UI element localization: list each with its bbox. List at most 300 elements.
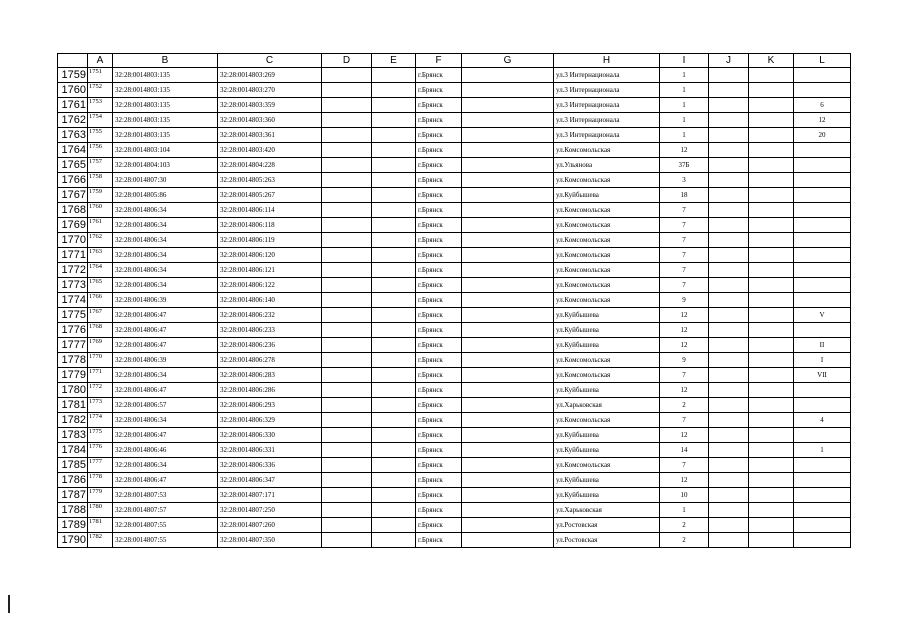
cell-a-id[interactable]: 1774 bbox=[88, 413, 113, 428]
cell-k[interactable] bbox=[749, 308, 794, 323]
cell-a-id[interactable]: 1757 bbox=[88, 158, 113, 173]
cell-b-parcel[interactable]: 32:28:0014806:34 bbox=[113, 278, 218, 293]
row-number[interactable]: 1771 bbox=[58, 248, 88, 263]
cell-e[interactable] bbox=[372, 128, 416, 143]
cell-i-house[interactable]: 1 bbox=[660, 98, 709, 113]
cell-c-parcel[interactable]: 32:28:0014806:293 bbox=[218, 398, 322, 413]
cell-l[interactable] bbox=[794, 473, 851, 488]
cell-h-street[interactable]: ул.Ростовская bbox=[554, 518, 660, 533]
cell-c-parcel[interactable]: 32:28:0014805:267 bbox=[218, 188, 322, 203]
cell-b-parcel[interactable]: 32:28:0014803:104 bbox=[113, 143, 218, 158]
cell-k[interactable] bbox=[749, 293, 794, 308]
row-number[interactable]: 1776 bbox=[58, 323, 88, 338]
cell-g[interactable] bbox=[462, 83, 554, 98]
cell-h-street[interactable]: ул.Комсомольская bbox=[554, 173, 660, 188]
cell-a-id[interactable]: 1760 bbox=[88, 203, 113, 218]
cell-j[interactable] bbox=[709, 443, 749, 458]
cell-b-parcel[interactable]: 32:28:0014806:34 bbox=[113, 413, 218, 428]
cell-e[interactable] bbox=[372, 413, 416, 428]
cell-l[interactable] bbox=[794, 233, 851, 248]
row-number[interactable]: 1761 bbox=[58, 98, 88, 113]
cell-f-city[interactable]: г.Брянск bbox=[416, 398, 462, 413]
cell-c-parcel[interactable]: 32:28:0014807:250 bbox=[218, 503, 322, 518]
cell-c-parcel[interactable]: 32:28:0014806:330 bbox=[218, 428, 322, 443]
cell-d[interactable] bbox=[322, 503, 372, 518]
cell-a-id[interactable]: 1753 bbox=[88, 98, 113, 113]
cell-l[interactable]: 4 bbox=[794, 413, 851, 428]
cell-h-street[interactable]: ул.Комсомольская bbox=[554, 293, 660, 308]
cell-a-id[interactable]: 1752 bbox=[88, 83, 113, 98]
cell-k[interactable] bbox=[749, 143, 794, 158]
cell-b-parcel[interactable]: 32:28:0014806:47 bbox=[113, 383, 218, 398]
cell-i-house[interactable]: 7 bbox=[660, 248, 709, 263]
cell-f-city[interactable]: г.Брянск bbox=[416, 248, 462, 263]
cell-l[interactable] bbox=[794, 278, 851, 293]
cell-d[interactable] bbox=[322, 533, 372, 548]
cell-l[interactable] bbox=[794, 83, 851, 98]
cell-f-city[interactable]: г.Брянск bbox=[416, 233, 462, 248]
column-header-c[interactable]: C bbox=[218, 54, 322, 68]
cell-e[interactable] bbox=[372, 293, 416, 308]
cell-j[interactable] bbox=[709, 473, 749, 488]
cell-a-id[interactable]: 1781 bbox=[88, 518, 113, 533]
cell-f-city[interactable]: г.Брянск bbox=[416, 128, 462, 143]
cell-f-city[interactable]: г.Брянск bbox=[416, 263, 462, 278]
cell-f-city[interactable]: г.Брянск bbox=[416, 83, 462, 98]
cell-a-id[interactable]: 1762 bbox=[88, 233, 113, 248]
row-number[interactable]: 1777 bbox=[58, 338, 88, 353]
cell-j[interactable] bbox=[709, 68, 749, 83]
cell-a-id[interactable]: 1768 bbox=[88, 323, 113, 338]
cell-f-city[interactable]: г.Брянск bbox=[416, 293, 462, 308]
cell-a-id[interactable]: 1775 bbox=[88, 428, 113, 443]
column-header-b[interactable]: B bbox=[113, 54, 218, 68]
cell-k[interactable] bbox=[749, 473, 794, 488]
cell-l[interactable] bbox=[794, 323, 851, 338]
cell-b-parcel[interactable]: 32:28:0014806:34 bbox=[113, 458, 218, 473]
cell-h-street[interactable]: ул.Комсомольская bbox=[554, 233, 660, 248]
cell-h-street[interactable]: ул.3 Интернационала bbox=[554, 68, 660, 83]
cell-k[interactable] bbox=[749, 353, 794, 368]
cell-g[interactable] bbox=[462, 353, 554, 368]
cell-e[interactable] bbox=[372, 518, 416, 533]
cell-f-city[interactable]: г.Брянск bbox=[416, 68, 462, 83]
cell-l[interactable]: VII bbox=[794, 368, 851, 383]
row-number[interactable]: 1769 bbox=[58, 218, 88, 233]
cell-f-city[interactable]: г.Брянск bbox=[416, 218, 462, 233]
row-number[interactable]: 1783 bbox=[58, 428, 88, 443]
cell-a-id[interactable]: 1756 bbox=[88, 143, 113, 158]
cell-e[interactable] bbox=[372, 113, 416, 128]
cell-f-city[interactable]: г.Брянск bbox=[416, 113, 462, 128]
cell-e[interactable] bbox=[372, 203, 416, 218]
cell-i-house[interactable]: 1 bbox=[660, 68, 709, 83]
cell-b-parcel[interactable]: 32:28:0014807:57 bbox=[113, 503, 218, 518]
cell-c-parcel[interactable]: 32:28:0014803:361 bbox=[218, 128, 322, 143]
row-number[interactable]: 1770 bbox=[58, 233, 88, 248]
cell-a-id[interactable]: 1771 bbox=[88, 368, 113, 383]
cell-j[interactable] bbox=[709, 533, 749, 548]
cell-d[interactable] bbox=[322, 113, 372, 128]
cell-j[interactable] bbox=[709, 248, 749, 263]
cell-l[interactable] bbox=[794, 503, 851, 518]
cell-h-street[interactable]: ул.Куйбышева bbox=[554, 323, 660, 338]
cell-k[interactable] bbox=[749, 518, 794, 533]
cell-h-street[interactable]: ул.Куйбышева bbox=[554, 428, 660, 443]
cell-l[interactable]: 1 bbox=[794, 443, 851, 458]
cell-j[interactable] bbox=[709, 188, 749, 203]
cell-l[interactable] bbox=[794, 158, 851, 173]
cell-d[interactable] bbox=[322, 128, 372, 143]
cell-g[interactable] bbox=[462, 428, 554, 443]
cell-i-house[interactable]: 1 bbox=[660, 128, 709, 143]
cell-k[interactable] bbox=[749, 278, 794, 293]
cell-h-street[interactable]: ул.Комсомольская bbox=[554, 143, 660, 158]
cell-f-city[interactable]: г.Брянск bbox=[416, 188, 462, 203]
cell-a-id[interactable]: 1763 bbox=[88, 248, 113, 263]
cell-b-parcel[interactable]: 32:28:0014803:135 bbox=[113, 98, 218, 113]
cell-f-city[interactable]: г.Брянск bbox=[416, 368, 462, 383]
cell-k[interactable] bbox=[749, 158, 794, 173]
cell-j[interactable] bbox=[709, 158, 749, 173]
cell-i-house[interactable]: 12 bbox=[660, 338, 709, 353]
cell-a-id[interactable]: 1767 bbox=[88, 308, 113, 323]
cell-e[interactable] bbox=[372, 68, 416, 83]
cell-g[interactable] bbox=[462, 488, 554, 503]
cell-c-parcel[interactable]: 32:28:0014806:278 bbox=[218, 353, 322, 368]
cell-b-parcel[interactable]: 32:28:0014806:47 bbox=[113, 428, 218, 443]
cell-j[interactable] bbox=[709, 458, 749, 473]
row-number[interactable]: 1787 bbox=[58, 488, 88, 503]
cell-k[interactable] bbox=[749, 413, 794, 428]
cell-g[interactable] bbox=[462, 518, 554, 533]
cell-e[interactable] bbox=[372, 188, 416, 203]
cell-h-street[interactable]: ул.Комсомольская bbox=[554, 413, 660, 428]
cell-b-parcel[interactable]: 32:28:0014806:47 bbox=[113, 338, 218, 353]
cell-i-house[interactable]: 9 bbox=[660, 293, 709, 308]
row-number[interactable]: 1774 bbox=[58, 293, 88, 308]
cell-c-parcel[interactable]: 32:28:0014806:120 bbox=[218, 248, 322, 263]
cell-i-house[interactable]: 7 bbox=[660, 278, 709, 293]
cell-k[interactable] bbox=[749, 68, 794, 83]
cell-j[interactable] bbox=[709, 353, 749, 368]
cell-j[interactable] bbox=[709, 503, 749, 518]
cell-c-parcel[interactable]: 32:28:0014805:263 bbox=[218, 173, 322, 188]
cell-i-house[interactable]: 12 bbox=[660, 143, 709, 158]
cell-l[interactable] bbox=[794, 173, 851, 188]
cell-k[interactable] bbox=[749, 398, 794, 413]
cell-h-street[interactable]: ул.Комсомольская bbox=[554, 218, 660, 233]
cell-c-parcel[interactable]: 32:28:0014806:232 bbox=[218, 308, 322, 323]
cell-a-id[interactable]: 1751 bbox=[88, 68, 113, 83]
cell-l[interactable]: 6 bbox=[794, 98, 851, 113]
cell-e[interactable] bbox=[372, 503, 416, 518]
row-number[interactable]: 1782 bbox=[58, 413, 88, 428]
cell-l[interactable] bbox=[794, 428, 851, 443]
cell-l[interactable] bbox=[794, 248, 851, 263]
row-number[interactable]: 1778 bbox=[58, 353, 88, 368]
cell-d[interactable] bbox=[322, 173, 372, 188]
cell-d[interactable] bbox=[322, 488, 372, 503]
cell-f-city[interactable]: г.Брянск bbox=[416, 383, 462, 398]
cell-i-house[interactable]: 12 bbox=[660, 383, 709, 398]
cell-d[interactable] bbox=[322, 248, 372, 263]
row-number[interactable]: 1762 bbox=[58, 113, 88, 128]
cell-e[interactable] bbox=[372, 218, 416, 233]
cell-j[interactable] bbox=[709, 398, 749, 413]
cell-a-id[interactable]: 1780 bbox=[88, 503, 113, 518]
cell-k[interactable] bbox=[749, 188, 794, 203]
row-number[interactable]: 1759 bbox=[58, 68, 88, 83]
cell-h-street[interactable]: ул.Комсомольская bbox=[554, 248, 660, 263]
cell-e[interactable] bbox=[372, 323, 416, 338]
cell-l[interactable] bbox=[794, 518, 851, 533]
cell-b-parcel[interactable]: 32:28:0014806:46 bbox=[113, 443, 218, 458]
cell-l[interactable]: 12 bbox=[794, 113, 851, 128]
cell-g[interactable] bbox=[462, 368, 554, 383]
cell-i-house[interactable]: 10 bbox=[660, 488, 709, 503]
cell-d[interactable] bbox=[322, 98, 372, 113]
cell-l[interactable] bbox=[794, 68, 851, 83]
cell-a-id[interactable]: 1759 bbox=[88, 188, 113, 203]
cell-i-house[interactable]: 7 bbox=[660, 368, 709, 383]
cell-e[interactable] bbox=[372, 143, 416, 158]
cell-j[interactable] bbox=[709, 293, 749, 308]
cell-a-id[interactable]: 1755 bbox=[88, 128, 113, 143]
cell-k[interactable] bbox=[749, 383, 794, 398]
column-header-i[interactable]: I bbox=[660, 54, 709, 68]
cell-g[interactable] bbox=[462, 113, 554, 128]
cell-d[interactable] bbox=[322, 83, 372, 98]
cell-g[interactable] bbox=[462, 308, 554, 323]
cell-c-parcel[interactable]: 32:28:0014803:359 bbox=[218, 98, 322, 113]
cell-d[interactable] bbox=[322, 308, 372, 323]
row-number[interactable]: 1786 bbox=[58, 473, 88, 488]
cell-k[interactable] bbox=[749, 128, 794, 143]
cell-j[interactable] bbox=[709, 323, 749, 338]
cell-l[interactable] bbox=[794, 188, 851, 203]
cell-f-city[interactable]: г.Брянск bbox=[416, 323, 462, 338]
cell-a-id[interactable]: 1778 bbox=[88, 473, 113, 488]
cell-h-street[interactable]: ул.Харьковская bbox=[554, 398, 660, 413]
cell-j[interactable] bbox=[709, 173, 749, 188]
cell-g[interactable] bbox=[462, 413, 554, 428]
cell-h-street[interactable]: ул.Комсомольская bbox=[554, 263, 660, 278]
cell-b-parcel[interactable]: 32:28:0014804:103 bbox=[113, 158, 218, 173]
cell-g[interactable] bbox=[462, 173, 554, 188]
cell-f-city[interactable]: г.Брянск bbox=[416, 203, 462, 218]
cell-i-house[interactable]: 7 bbox=[660, 458, 709, 473]
cell-d[interactable] bbox=[322, 293, 372, 308]
row-number[interactable]: 1765 bbox=[58, 158, 88, 173]
cell-f-city[interactable]: г.Брянск bbox=[416, 278, 462, 293]
cell-b-parcel[interactable]: 32:28:0014803:135 bbox=[113, 68, 218, 83]
row-number[interactable]: 1764 bbox=[58, 143, 88, 158]
cell-e[interactable] bbox=[372, 428, 416, 443]
cell-c-parcel[interactable]: 32:28:0014803:420 bbox=[218, 143, 322, 158]
column-header-j[interactable]: J bbox=[709, 54, 749, 68]
cell-i-house[interactable]: 1 bbox=[660, 113, 709, 128]
cell-f-city[interactable]: г.Брянск bbox=[416, 413, 462, 428]
cell-c-parcel[interactable]: 32:28:0014806:122 bbox=[218, 278, 322, 293]
cell-c-parcel[interactable]: 32:28:0014806:233 bbox=[218, 323, 322, 338]
cell-l[interactable] bbox=[794, 488, 851, 503]
cell-f-city[interactable]: г.Брянск bbox=[416, 473, 462, 488]
cell-g[interactable] bbox=[462, 143, 554, 158]
cell-d[interactable] bbox=[322, 338, 372, 353]
cell-c-parcel[interactable]: 32:28:0014806:236 bbox=[218, 338, 322, 353]
cell-a-id[interactable]: 1766 bbox=[88, 293, 113, 308]
cell-d[interactable] bbox=[322, 428, 372, 443]
cell-i-house[interactable]: 7 bbox=[660, 413, 709, 428]
cell-h-street[interactable]: ул.Куйбышева bbox=[554, 188, 660, 203]
cell-d[interactable] bbox=[322, 473, 372, 488]
cell-i-house[interactable]: 2 bbox=[660, 533, 709, 548]
cell-a-id[interactable]: 1769 bbox=[88, 338, 113, 353]
cell-g[interactable] bbox=[462, 503, 554, 518]
cell-k[interactable] bbox=[749, 338, 794, 353]
cell-b-parcel[interactable]: 32:28:0014803:135 bbox=[113, 83, 218, 98]
cell-k[interactable] bbox=[749, 98, 794, 113]
cell-e[interactable] bbox=[372, 308, 416, 323]
cell-h-street[interactable]: ул.Комсомольская bbox=[554, 203, 660, 218]
row-number[interactable]: 1779 bbox=[58, 368, 88, 383]
cell-b-parcel[interactable]: 32:28:0014806:34 bbox=[113, 233, 218, 248]
cell-b-parcel[interactable]: 32:28:0014803:135 bbox=[113, 113, 218, 128]
cell-l[interactable] bbox=[794, 458, 851, 473]
cell-d[interactable] bbox=[322, 233, 372, 248]
column-header-l[interactable]: L bbox=[794, 54, 851, 68]
cell-b-parcel[interactable]: 32:28:0014806:47 bbox=[113, 308, 218, 323]
cell-j[interactable] bbox=[709, 218, 749, 233]
cell-g[interactable] bbox=[462, 443, 554, 458]
cell-e[interactable] bbox=[372, 278, 416, 293]
cell-b-parcel[interactable]: 32:28:0014806:34 bbox=[113, 263, 218, 278]
cell-g[interactable] bbox=[462, 158, 554, 173]
cell-h-street[interactable]: ул.Комсомольская bbox=[554, 278, 660, 293]
cell-a-id[interactable]: 1765 bbox=[88, 278, 113, 293]
cell-b-parcel[interactable]: 32:28:0014803:135 bbox=[113, 128, 218, 143]
cell-e[interactable] bbox=[372, 383, 416, 398]
cell-i-house[interactable]: 37Б bbox=[660, 158, 709, 173]
row-number[interactable]: 1790 bbox=[58, 533, 88, 548]
cell-e[interactable] bbox=[372, 458, 416, 473]
cell-k[interactable] bbox=[749, 203, 794, 218]
cell-h-street[interactable]: ул.Харьковская bbox=[554, 503, 660, 518]
cell-j[interactable] bbox=[709, 83, 749, 98]
cell-e[interactable] bbox=[372, 488, 416, 503]
cell-e[interactable] bbox=[372, 398, 416, 413]
cell-h-street[interactable]: ул.Ульянова bbox=[554, 158, 660, 173]
row-number[interactable]: 1760 bbox=[58, 83, 88, 98]
cell-e[interactable] bbox=[372, 443, 416, 458]
cell-j[interactable] bbox=[709, 278, 749, 293]
cell-e[interactable] bbox=[372, 368, 416, 383]
cell-b-parcel[interactable]: 32:28:0014807:55 bbox=[113, 518, 218, 533]
cell-k[interactable] bbox=[749, 443, 794, 458]
cell-k[interactable] bbox=[749, 218, 794, 233]
cell-b-parcel[interactable]: 32:28:0014806:39 bbox=[113, 293, 218, 308]
cell-e[interactable] bbox=[372, 353, 416, 368]
cell-e[interactable] bbox=[372, 263, 416, 278]
cell-d[interactable] bbox=[322, 68, 372, 83]
row-number[interactable]: 1780 bbox=[58, 383, 88, 398]
cell-k[interactable] bbox=[749, 173, 794, 188]
cell-f-city[interactable]: г.Брянск bbox=[416, 338, 462, 353]
cell-e[interactable] bbox=[372, 173, 416, 188]
cell-g[interactable] bbox=[462, 233, 554, 248]
cell-l[interactable] bbox=[794, 218, 851, 233]
row-number[interactable]: 1788 bbox=[58, 503, 88, 518]
cell-j[interactable] bbox=[709, 488, 749, 503]
cell-k[interactable] bbox=[749, 113, 794, 128]
column-header-d[interactable]: D bbox=[322, 54, 372, 68]
row-number[interactable]: 1768 bbox=[58, 203, 88, 218]
cell-d[interactable] bbox=[322, 398, 372, 413]
row-number[interactable]: 1766 bbox=[58, 173, 88, 188]
cell-g[interactable] bbox=[462, 68, 554, 83]
row-number[interactable]: 1785 bbox=[58, 458, 88, 473]
cell-j[interactable] bbox=[709, 233, 749, 248]
cell-f-city[interactable]: г.Брянск bbox=[416, 98, 462, 113]
cell-a-id[interactable]: 1772 bbox=[88, 383, 113, 398]
row-number[interactable]: 1772 bbox=[58, 263, 88, 278]
cell-j[interactable] bbox=[709, 113, 749, 128]
cell-k[interactable] bbox=[749, 233, 794, 248]
cell-g[interactable] bbox=[462, 323, 554, 338]
cell-a-id[interactable]: 1758 bbox=[88, 173, 113, 188]
cell-j[interactable] bbox=[709, 263, 749, 278]
cell-a-id[interactable]: 1754 bbox=[88, 113, 113, 128]
cell-k[interactable] bbox=[749, 323, 794, 338]
cell-l[interactable]: II bbox=[794, 338, 851, 353]
cell-k[interactable] bbox=[749, 368, 794, 383]
cell-c-parcel[interactable]: 32:28:0014806:119 bbox=[218, 233, 322, 248]
row-number[interactable]: 1775 bbox=[58, 308, 88, 323]
column-header-g[interactable]: G bbox=[462, 54, 554, 68]
cell-i-house[interactable]: 1 bbox=[660, 83, 709, 98]
cell-c-parcel[interactable]: 32:28:0014807:260 bbox=[218, 518, 322, 533]
cell-j[interactable] bbox=[709, 98, 749, 113]
cell-i-house[interactable]: 7 bbox=[660, 263, 709, 278]
cell-c-parcel[interactable]: 32:28:0014803:269 bbox=[218, 68, 322, 83]
cell-i-house[interactable]: 18 bbox=[660, 188, 709, 203]
cell-j[interactable] bbox=[709, 143, 749, 158]
row-number[interactable]: 1773 bbox=[58, 278, 88, 293]
cell-a-id[interactable]: 1779 bbox=[88, 488, 113, 503]
cell-a-id[interactable]: 1782 bbox=[88, 533, 113, 548]
row-number[interactable]: 1781 bbox=[58, 398, 88, 413]
cell-d[interactable] bbox=[322, 188, 372, 203]
cell-g[interactable] bbox=[462, 203, 554, 218]
cell-a-id[interactable]: 1761 bbox=[88, 218, 113, 233]
column-header-e[interactable]: E bbox=[372, 54, 416, 68]
cell-i-house[interactable]: 1 bbox=[660, 503, 709, 518]
cell-b-parcel[interactable]: 32:28:0014807:30 bbox=[113, 173, 218, 188]
cell-h-street[interactable]: ул.3 Интернационала bbox=[554, 113, 660, 128]
row-number[interactable]: 1763 bbox=[58, 128, 88, 143]
column-header-a[interactable]: A bbox=[88, 54, 113, 68]
cell-k[interactable] bbox=[749, 458, 794, 473]
cell-c-parcel[interactable]: 32:28:0014807:171 bbox=[218, 488, 322, 503]
cell-i-house[interactable]: 3 bbox=[660, 173, 709, 188]
cell-g[interactable] bbox=[462, 218, 554, 233]
cell-d[interactable] bbox=[322, 203, 372, 218]
cell-b-parcel[interactable]: 32:28:0014806:34 bbox=[113, 368, 218, 383]
cell-e[interactable] bbox=[372, 248, 416, 263]
cell-c-parcel[interactable]: 32:28:0014807:350 bbox=[218, 533, 322, 548]
cell-h-street[interactable]: ул.3 Интернационала bbox=[554, 83, 660, 98]
